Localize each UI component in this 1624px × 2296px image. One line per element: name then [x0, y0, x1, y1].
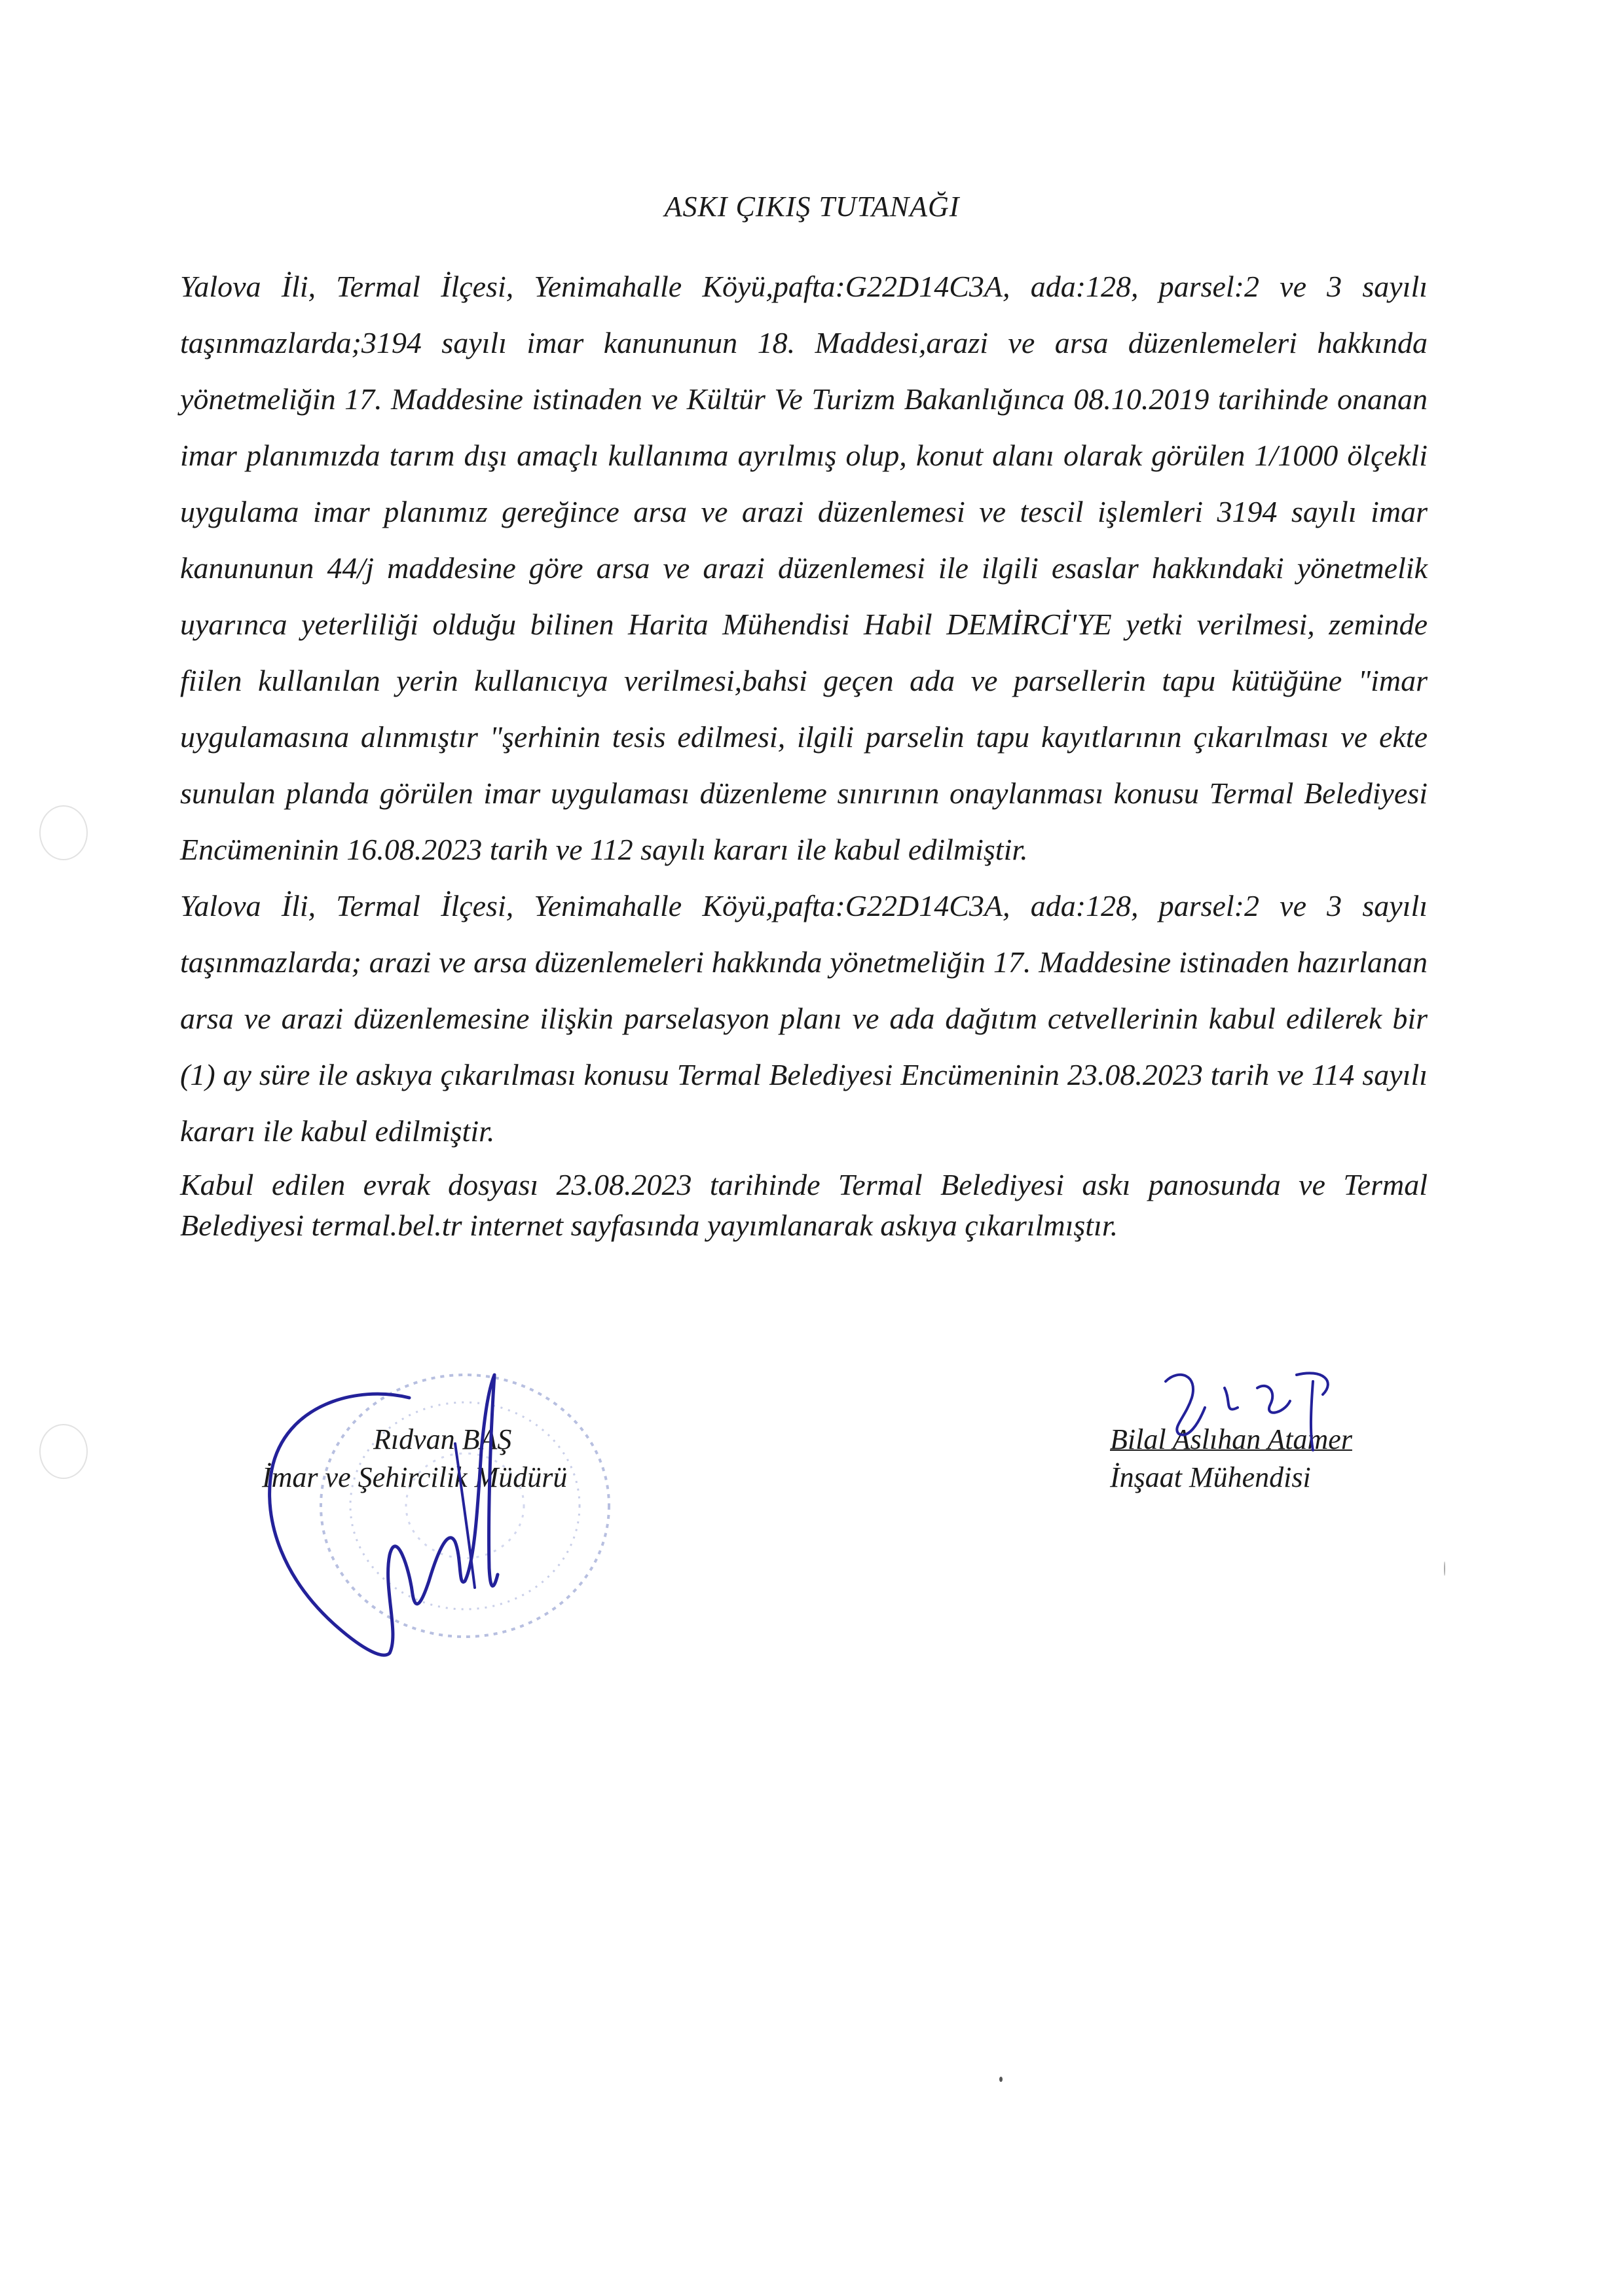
signatory-title-left: İmar ve Şehircilik Müdürü: [262, 1461, 568, 1493]
document-body: [180, 259, 1428, 1246]
paragraph-2: Yalova İli, Termal İlçesi, Yenimahalle Köyü,pafta:G22D14C3A, ada:128, parsel:2 ve 3 sayılı taşınmazlarda; arazi ve arsa düzenlemeleri hakkında yönetmeliğin 17. Maddesine istinaden hazırlanan arsa ve arazi düzenlemesine ilişkin parselasyon planı ve ada dağıtım cetvellerinin kabul edilerek bir (1) ay süre ile askıya çıkarılması konusu Termal Belediyesi Encümeninin 23.08.2023 tarih ve 114 sayılı kararı ile kabul edilmiştir.: [180, 889, 1428, 1148]
signatory-name-right: Bilal Aslıhan Atamer: [1110, 1423, 1352, 1455]
handwritten-signature-left: [259, 1372, 586, 1673]
document-title: ASKI ÇIKIŞ TUTANAĞI: [664, 191, 960, 223]
punch-hole-mark: [39, 805, 88, 860]
handwritten-signature-right: [1126, 1362, 1349, 1453]
paragraph-3: Kabul edilen evrak dosyası 23.08.2023 tarihinde Termal Belediyesi askı panosunda ve Termal Belediyesi termal.bel.tr internet sayfasında yayımlanarak askıya çıkarılmıştır.: [180, 1168, 1428, 1242]
paragraph-1: Yalova İli, Termal İlçesi, Yenimahalle Köyü,pafta:G22D14C3A, ada:128, parsel:2 ve 3 sayılı taşınmazlarda;3194 sayılı imar kanununun 18. Maddesi,arazi ve arsa düzenlemeleri hakkında yönetmeliğin 17. Maddesine istinaden ve Kültür Ve Turizm Bakanlığınca 08.10.2019 tarihinde onanan imar planımızda tarım dışı amaçlı kullanıma ayrılmış olup, konut alanı olarak görülen 1/1000 ölçekli uygulama imar planımız gereğince arsa ve arazi düzenlemesi ve tescil işlemleri 3194 sayılı imar kanununun 44/j maddesine göre arsa ve arazi düzenlemesi ile ilgili esaslar hakkındaki yönetmelik uyarınca yeterliliği olduğu bilinen Harita Mühendisi Habil DEMİRCİ'YE yetki verilmesi, zeminde fiilen kullanılan yerin kullanıcıya verilmesi,bahsi geçen ada ve parsellerin tapu kütüğüne "imar uygulamasına alınmıştır "şerhinin tesis edilmesi, ilgili parselin tapu kayıtlarının çıkarılması ve ekte sunulan planda görülen imar uygulaması düzenleme sınırının onaylanması konusu Termal Belediyesi Encümeninin 16.08.2023 tarih ve 112 sayılı kararı ile kabul edilmiştir.: [180, 270, 1428, 866]
punch-hole-mark: [39, 1424, 88, 1479]
speck-mark: [1444, 1561, 1445, 1576]
signatory-title-right: İnşaat Mühendisi: [1110, 1461, 1311, 1493]
signatory-name-left: Rıdvan BAŞ: [373, 1423, 512, 1455]
speck-mark: [999, 2077, 1003, 2082]
